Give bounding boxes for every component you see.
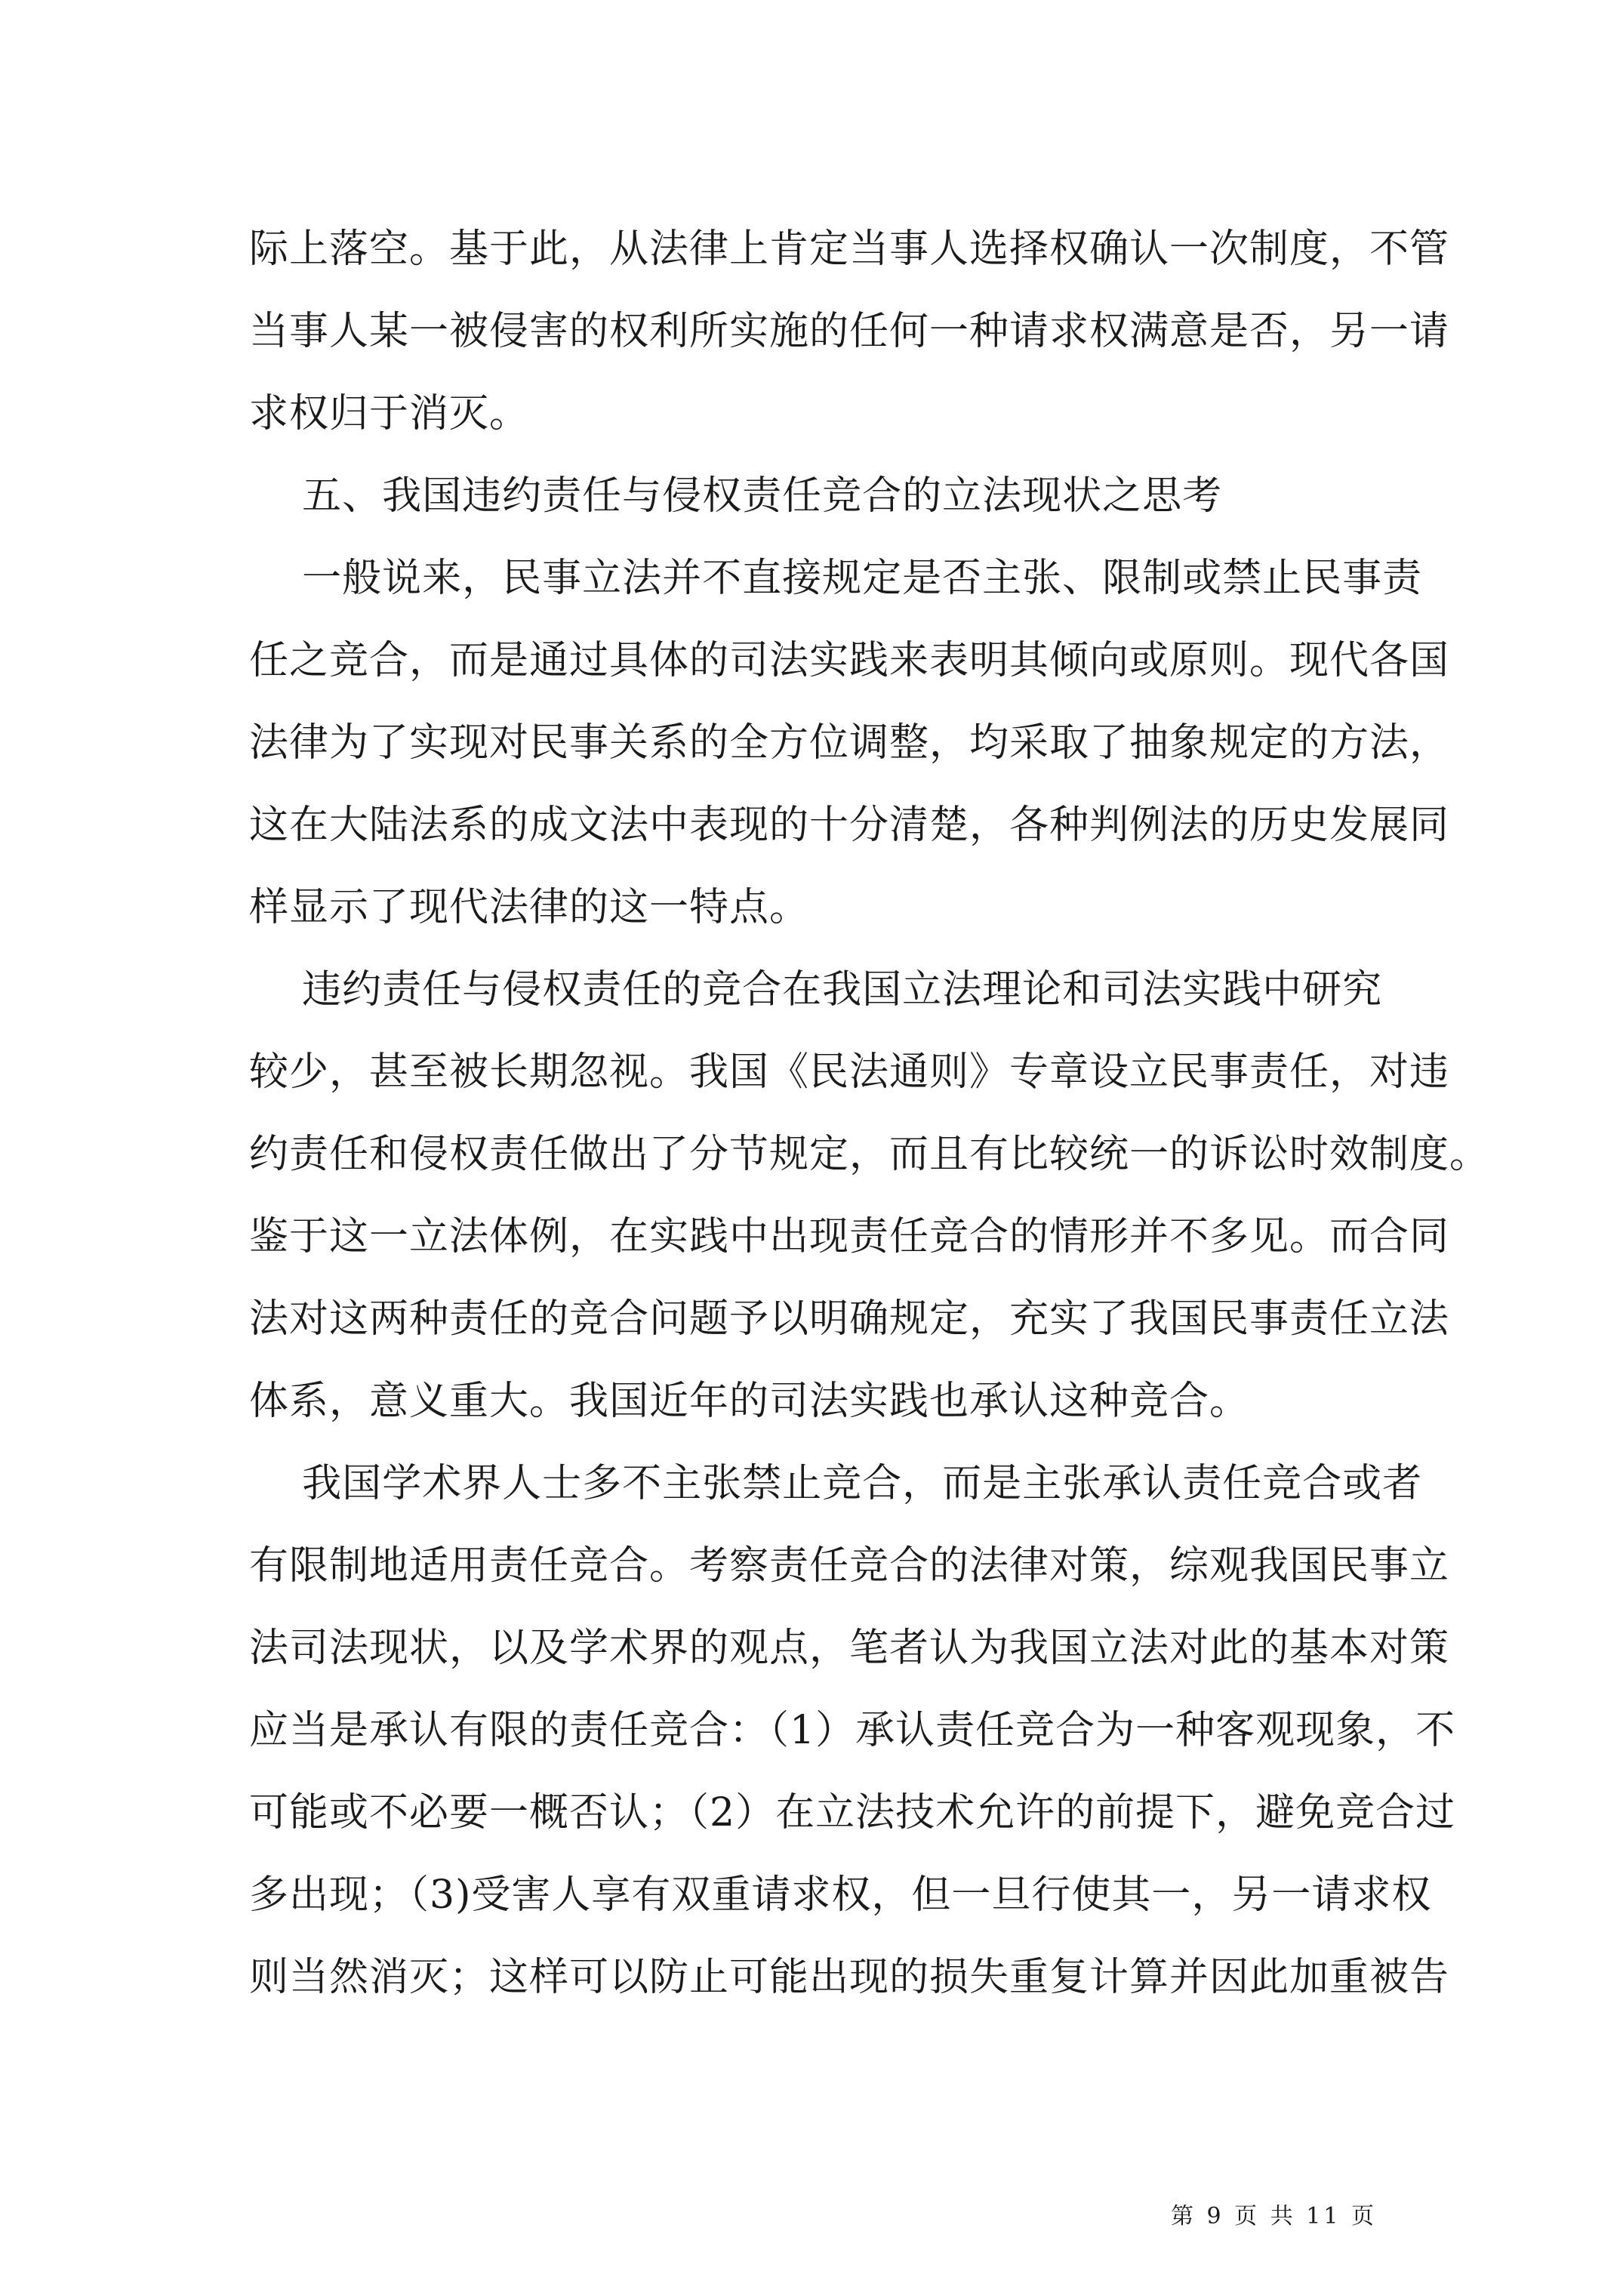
- text-line: 法律为了实现对民事关系的全方位调整，均采取了抽象规定的方法，: [249, 720, 1450, 766]
- text-line: 体系，意义重大。我国近年的司法实践也承认这种竞合。: [249, 1379, 1250, 1424]
- text-line: 较少，甚至被长期忽视。我国《民法通则》专章设立民事责任，对违: [249, 1049, 1450, 1095]
- text-line: 多出现；（3)受害人享有双重请求权，但一旦行使其一，另一请求权: [249, 1872, 1432, 1918]
- text-line: 任之竞合，而是通过具体的司法实践来表明其倾向或原则。现代各国: [249, 638, 1450, 683]
- section-heading: 五、我国违约责任与侵权责任竞合的立法现状之思考: [249, 473, 1223, 519]
- text-line: 一般说来，民事立法并不直接规定是否主张、限制或禁止民事责: [249, 556, 1423, 601]
- text-line: 约责任和侵权责任做出了分节规定，而且有比较统一的诉讼时效制度。: [249, 1132, 1490, 1177]
- text-line: 当事人某一被侵害的权利所实施的任何一种请求权满意是否，另一请: [249, 309, 1450, 354]
- text-line: 求权归于消灭。: [249, 391, 530, 436]
- text-line: 这在大陆法系的成文法中表现的十分清楚，各种判例法的历史发展同: [249, 803, 1450, 848]
- page-number: 第 9 页 共 11 页: [1171, 2203, 1377, 2230]
- text-line: 际上落空。基于此，从法律上肯定当事人选择权确认一次制度，不管: [249, 227, 1450, 272]
- text-line: 可能或不必要一概否认；（2）在立法技术允许的前提下，避免竞合过: [249, 1790, 1456, 1835]
- text-line: 样显示了现代法律的这一特点。: [249, 885, 810, 930]
- text-line: 有限制地适用责任竞合。考察责任竞合的法律对策，综观我国民事立: [249, 1543, 1450, 1589]
- text-line: 应当是承认有限的责任竞合：（1）承认责任竞合为一种客观现象，不: [249, 1708, 1456, 1753]
- text-line: 法司法现状，以及学术界的观点，笔者认为我国立法对此的基本对策: [249, 1626, 1450, 1671]
- text-line: 则当然消灭；这样可以防止可能出现的损失重复计算并因此加重被告: [249, 1955, 1450, 2000]
- body-text: [249, 208, 1490, 2019]
- text-line: 鉴于这一立法体例，在实践中出现责任竞合的情形并不多见。而合同: [249, 1214, 1450, 1259]
- text-line: 法对这两种责任的竞合问题予以明确规定，充实了我国民事责任立法: [249, 1296, 1450, 1342]
- text-line: 违约责任与侵权责任的竞合在我国立法理论和司法实践中研究: [249, 967, 1383, 1012]
- text-line: 我国学术界人士多不主张禁止竞合，而是主张承认责任竞合或者: [249, 1461, 1423, 1506]
